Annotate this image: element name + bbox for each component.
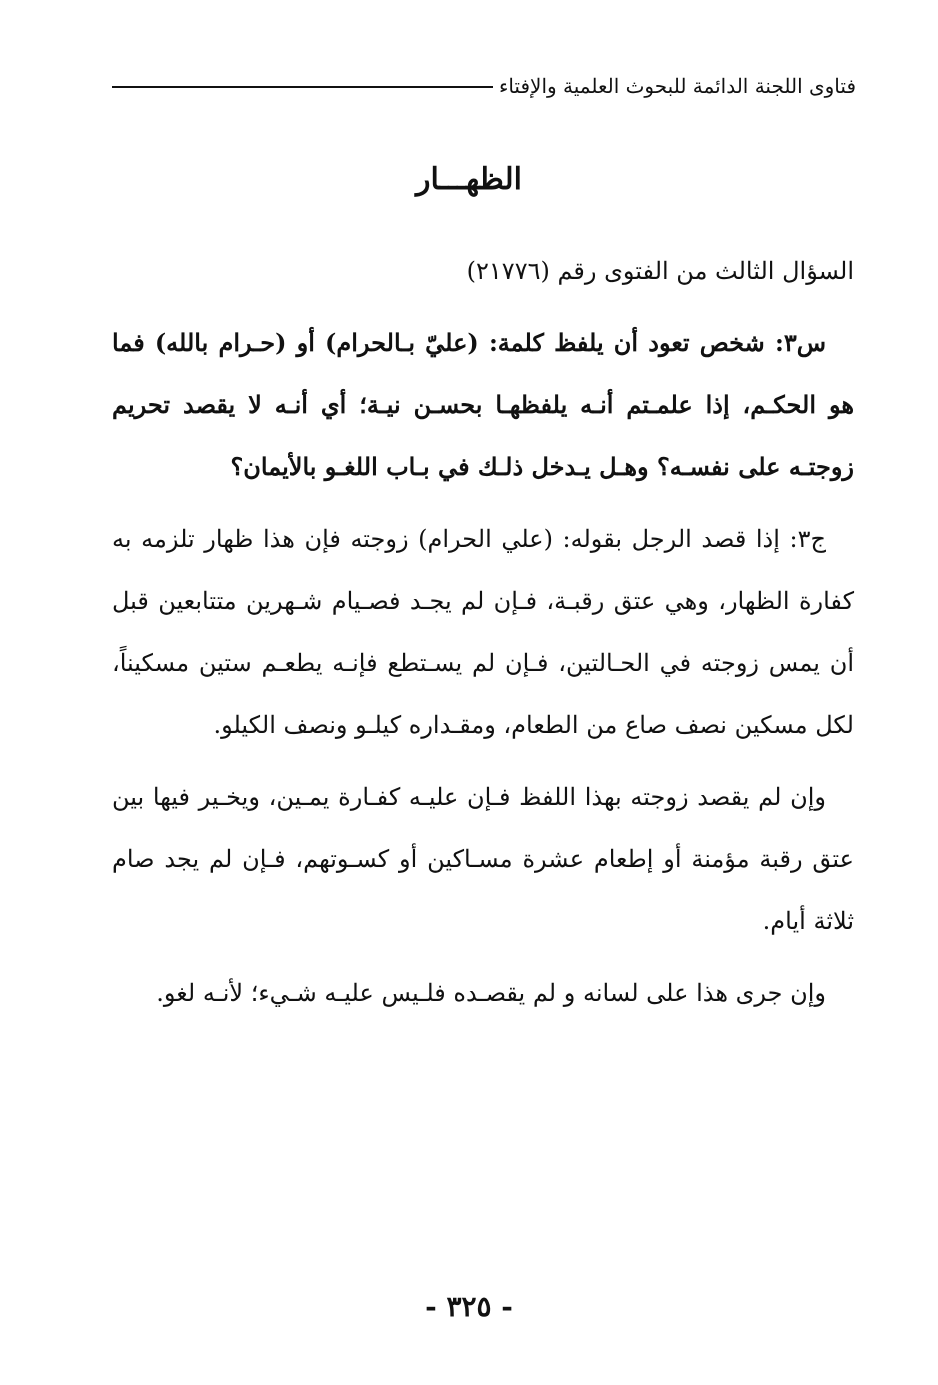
page-number: - ٣٢٥ - bbox=[425, 1290, 513, 1323]
answer-text: إذا قصد الرجل بقوله: (علي الحرام) زوجته فإن هذا ظهار تلزمه به كفارة الظهار، وهي عتق رقبـة، فـإن لم يجـد فصـيام شـهرين متتابعين قبل أن يمس زوجته في الحـالتين، فـإن لم يسـتطع فإنـه يطعـم ستين مسكيناً، لكل مسكين نصف صاع من الطعام، ومقـداره كيلـو ونصف الكيلو. bbox=[112, 525, 854, 739]
running-header-title: فتاوى اللجنة الدائمة للبحوث العلمية والإفتاء bbox=[498, 74, 856, 98]
running-header bbox=[112, 68, 856, 104]
answer-paragraph bbox=[112, 508, 854, 756]
fatwa-intro: السؤال الثالث من الفتوى رقم (٢١٧٧٦) bbox=[466, 257, 854, 285]
paragraph-idle-speech: وإن جرى هذا على لسانه و لم يقصـده فلـيس عليـه شـيء؛ لأنـه لغو. bbox=[156, 979, 826, 1007]
body-text bbox=[112, 240, 854, 1034]
answer-label: ج٣: bbox=[789, 525, 826, 553]
paragraph-expiation-oath: وإن لم يقصد زوجته بهذا اللفظ فـإن عليـه كفـارة يمـين، ويخـير فيها بين عتق رقبة مؤمنة أو إطعام عشرة مسـاكين أو كسـوتهم، فـإن لم يجد صام ثلاثة أيام. bbox=[112, 783, 854, 935]
chapter-title: الظهـــار bbox=[416, 162, 522, 197]
question-text: شخص تعود أن يلفظ كلمة: (عليّ بـالحرام) أو (حـرام بالله) فما هو الحكـم، إذا علمـتم أنـه يلفظهـا بحسـن نيـة؛ أي أنـه لا يقصد تحريم زوجتـه على نفسـه؟ وهـل يـدخل ذلـك في بـاب اللغـو بالأيمان؟ bbox=[112, 328, 854, 481]
header-rule bbox=[112, 86, 493, 88]
question-paragraph bbox=[112, 312, 854, 498]
question-label: س٣: bbox=[774, 328, 826, 357]
